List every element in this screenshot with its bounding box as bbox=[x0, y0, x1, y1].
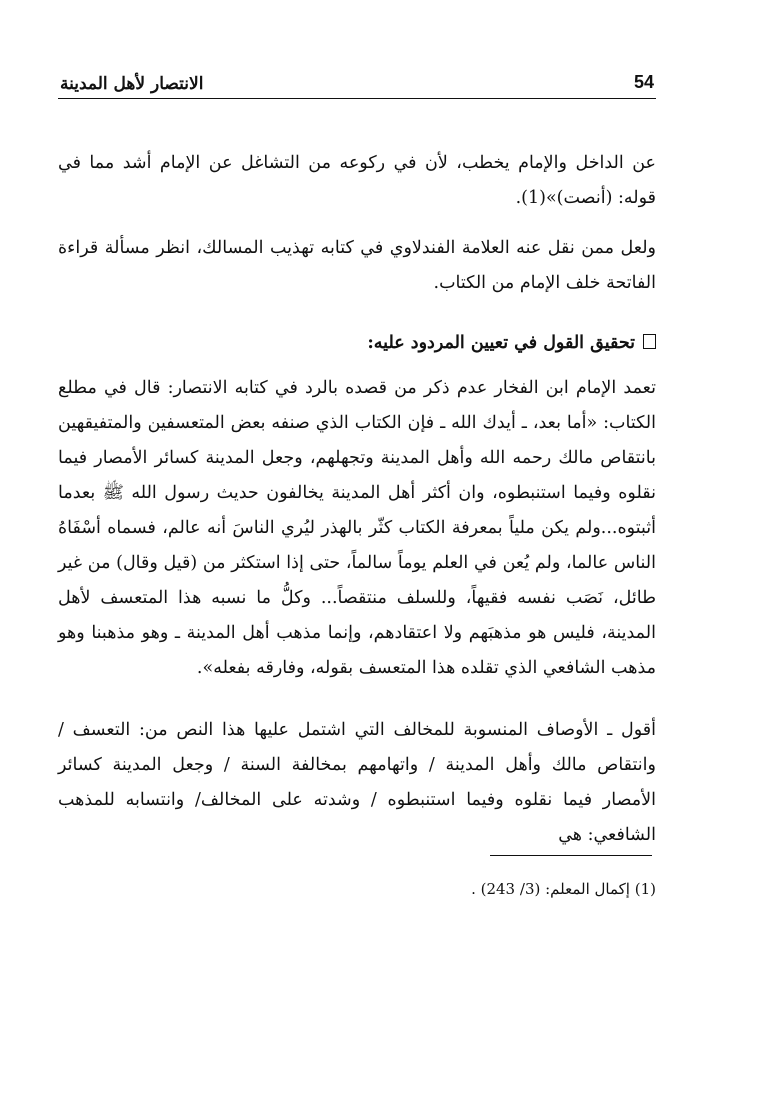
section-heading bbox=[58, 333, 656, 353]
analysis-paragraph: أقول ـ الأوصاف المنسوبة للمخالف التي اشتمل عليها هذا النص من: التعسف / وانتقاص مالك وأهل المدينة / واتهامهم بمخالفة السنة / وجعل المدينة كسائر الأمصار فيما نقلوه وفيما استنبطوه / وشدته على المخالف/ وانتسابه للمذهب الشافعي: هي bbox=[58, 720, 656, 845]
running-title: الانتصار لأهل المدينة bbox=[60, 74, 204, 94]
section-heading-text: تحقيق القول في تعيين المردود عليه: bbox=[367, 333, 635, 353]
running-header bbox=[58, 72, 656, 99]
footnote-separator bbox=[490, 855, 652, 856]
paragraph-1: عن الداخل والإمام يخطب، لأن في ركوعه من التشاغل عن الإمام أشد مما في قوله: (أنصت)»(1). bbox=[58, 153, 656, 208]
page-number: 54 bbox=[633, 72, 654, 92]
paragraph-2: ولعل ممن نقل عنه العلامة الفندلاوي في كتابه تهذيب المسالك، انظر مسألة قراءة الفاتحة خلف الإمام من الكتاب. bbox=[58, 238, 656, 293]
square-bullet-icon bbox=[643, 334, 656, 349]
quote-paragraph: تعمد الإمام ابن الفخار عدم ذكر من قصده بالرد في كتابه الانتصار: قال في مطلع الكتاب: «أما بعد، ـ أيدك الله ـ فإن الكتاب الذي صنفه بعض المتعسفين والمتفيقهين بانتقاص مالك رحمه الله وأهل المدينة وتجهلهم، وجعل المدينة كسائر الأمصار فيما نقلوه وفيما استنبطوه، وان أكثر أهل المدينة يخالفون حديث رسول الله ﷺ بعدما أثبتوه...ولم يكن ملياً بمعرفة الكتاب كثّر بالهذر ليُري الناسَ أنه عالم، فسماه أسْفَاهُ الناس عالما، ولم يُعن في العلم يوماً سالماً، حتى إذا استكثر من (قيل وقال) من غير طائل، نَصَب نفسه فقيهاً، وللسلف منتقصاً... وكلُّ ما نسبه هذا المتعسف لأهل المدينة، فليس هو مذهبَهم ولا اعتقادهم، وإنما مذهب أهل المدينة ـ وهو مذهبنا وهو مذهب الشافعي الذي تقلده هذا المتعسف بقوله، وفارقه بفعله». bbox=[58, 378, 656, 678]
footnote: (1) إكمال المعلم: (3/ 243) . bbox=[471, 880, 656, 898]
